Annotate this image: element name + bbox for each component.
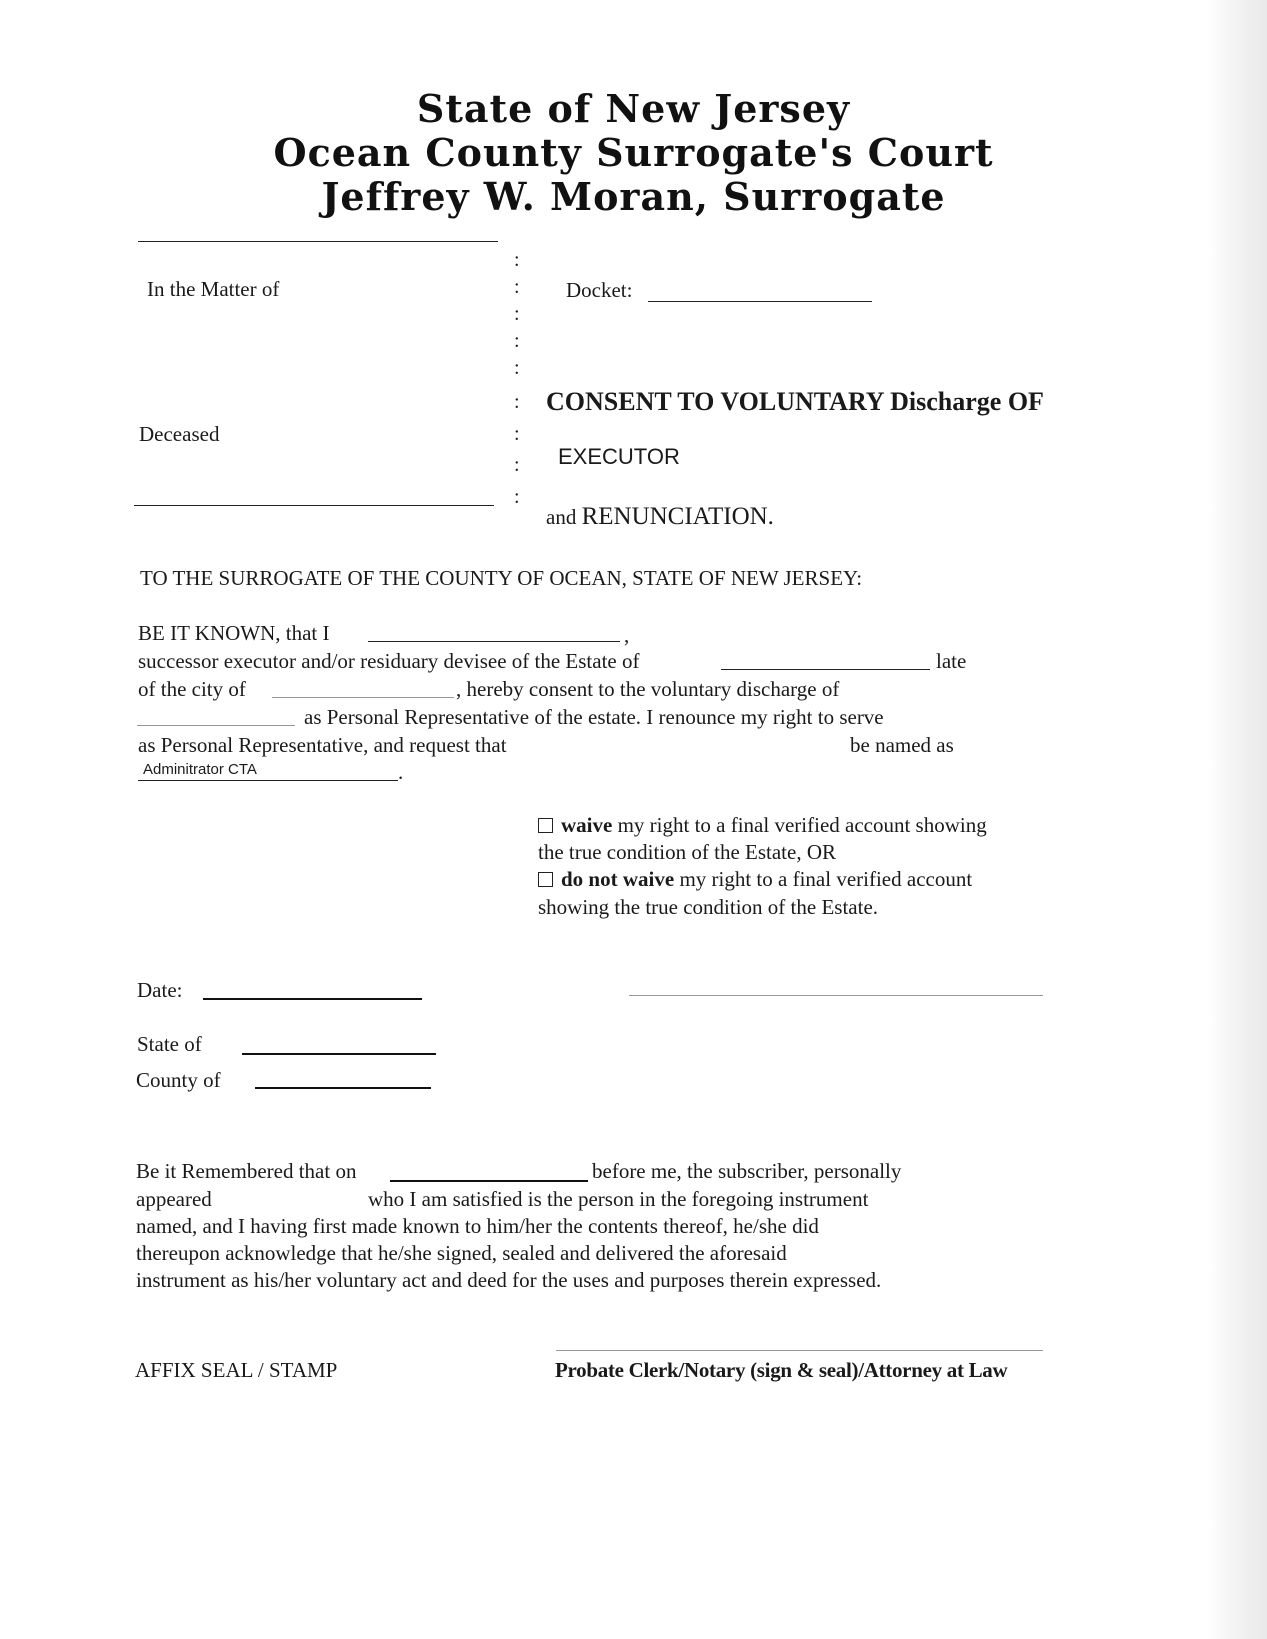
title-rest: Discharge OF [883, 387, 1044, 416]
ack-date-field[interactable] [390, 1180, 588, 1182]
title-and: and [546, 505, 582, 529]
body-comma: , [624, 623, 630, 647]
caption-colon: : [514, 454, 520, 476]
name-field[interactable] [368, 641, 620, 642]
caption-colon: : [514, 303, 520, 325]
body-line-1: BE IT KNOWN, that I [138, 621, 330, 645]
signature-line[interactable] [629, 995, 1043, 996]
clerk-signature-line[interactable] [556, 1350, 1043, 1351]
representative-field[interactable] [137, 725, 295, 726]
body-period: . [398, 760, 404, 784]
title-bold: CONSENT TO VOLUNTARY [546, 387, 884, 416]
estate-name-field[interactable] [721, 669, 930, 670]
date-field[interactable] [203, 998, 422, 1000]
waive-rest: my right to a final verified account showing [612, 813, 987, 837]
page-edge-shadow [1209, 0, 1267, 1639]
body-line-5a: as Personal Representative, and request that [138, 733, 507, 757]
caption-colon: : [514, 330, 520, 352]
matter-label: In the Matter of [147, 277, 280, 301]
state-label: State of [137, 1032, 202, 1056]
waive-bold: waive [561, 813, 613, 837]
do-not-waive-bold: do not waive [561, 867, 675, 891]
title-renunciation: RENUNCIATION. [581, 503, 774, 530]
caption-colon: : [514, 423, 520, 445]
deceased-label: Deceased [139, 422, 220, 446]
do-not-waive-option [538, 869, 972, 890]
docket-label: Docket: [566, 278, 633, 302]
body-line-4: as Personal Representative of the estate. I renounce my right to serve [304, 705, 884, 729]
header-state: State of New Jersey [416, 86, 851, 131]
affix-seal-label: AFFIX SEAL / STAMP [135, 1358, 338, 1382]
body-line-3a: of the city of [138, 677, 246, 701]
county-label: County of [136, 1068, 221, 1092]
ack-line-3: named, and I having first made known to him/her the contents thereof, he/she did [136, 1214, 819, 1238]
waive-line-2: the true condition of the Estate, OR [538, 840, 837, 864]
body-line-3b: , hereby consent to the voluntary discharge of [456, 677, 840, 701]
ack-line-1b: before me, the subscriber, personally [592, 1159, 902, 1183]
signer-label: Probate Clerk/Notary (sign & seal)/Attorney at Law [555, 1358, 1008, 1382]
administrator-field[interactable] [138, 780, 398, 781]
do-not-waive-checkbox[interactable] [538, 872, 553, 887]
caption-colon: : [514, 249, 520, 271]
docket-field[interactable] [648, 301, 872, 302]
date-label: Date: [137, 978, 183, 1002]
header-court: Ocean County Surrogate's Court [273, 130, 994, 175]
body-late: late [936, 649, 967, 673]
caption-top-rule [138, 241, 498, 242]
county-field[interactable] [255, 1087, 431, 1089]
caption-colon: : [514, 276, 520, 298]
state-field[interactable] [242, 1053, 436, 1055]
ack-line-4: thereupon acknowledge that he/she signed, sealed and delivered the aforesaid [136, 1241, 787, 1265]
ack-line-2b: who I am satisfied is the person in the foregoing instrument [368, 1187, 869, 1211]
caption-bottom-rule [134, 505, 494, 506]
caption-colon: : [514, 391, 520, 413]
body-line-5b: be named as [850, 733, 954, 757]
do-not-waive-rest: my right to a final verified account [674, 867, 973, 891]
caption-colon: : [514, 357, 520, 379]
caption-colon: : [514, 486, 520, 508]
ack-line-5: instrument as his/her voluntary act and deed for the uses and purposes therein expressed. [136, 1268, 882, 1292]
ack-line-1a: Be it Remembered that on [136, 1159, 357, 1183]
waive-option [538, 815, 987, 836]
form-title [546, 389, 1044, 415]
city-field[interactable] [272, 697, 454, 698]
waive-checkbox[interactable] [538, 818, 553, 833]
header-surrogate: Jeffrey W. Moran, Surrogate [321, 174, 946, 219]
body-line-2: successor executor and/or residuary devisee of the Estate of [138, 649, 640, 673]
ack-line-2a: appeared [136, 1187, 212, 1211]
title-and-renunciation [546, 504, 774, 529]
administrator-value: Adminitrator CTA [143, 761, 257, 778]
title-role: EXECUTOR [558, 444, 680, 469]
waive-line-4: showing the true condition of the Estate. [538, 895, 879, 919]
address-line: TO THE SURROGATE OF THE COUNTY OF OCEAN, STATE OF NEW JERSEY: [140, 566, 863, 590]
